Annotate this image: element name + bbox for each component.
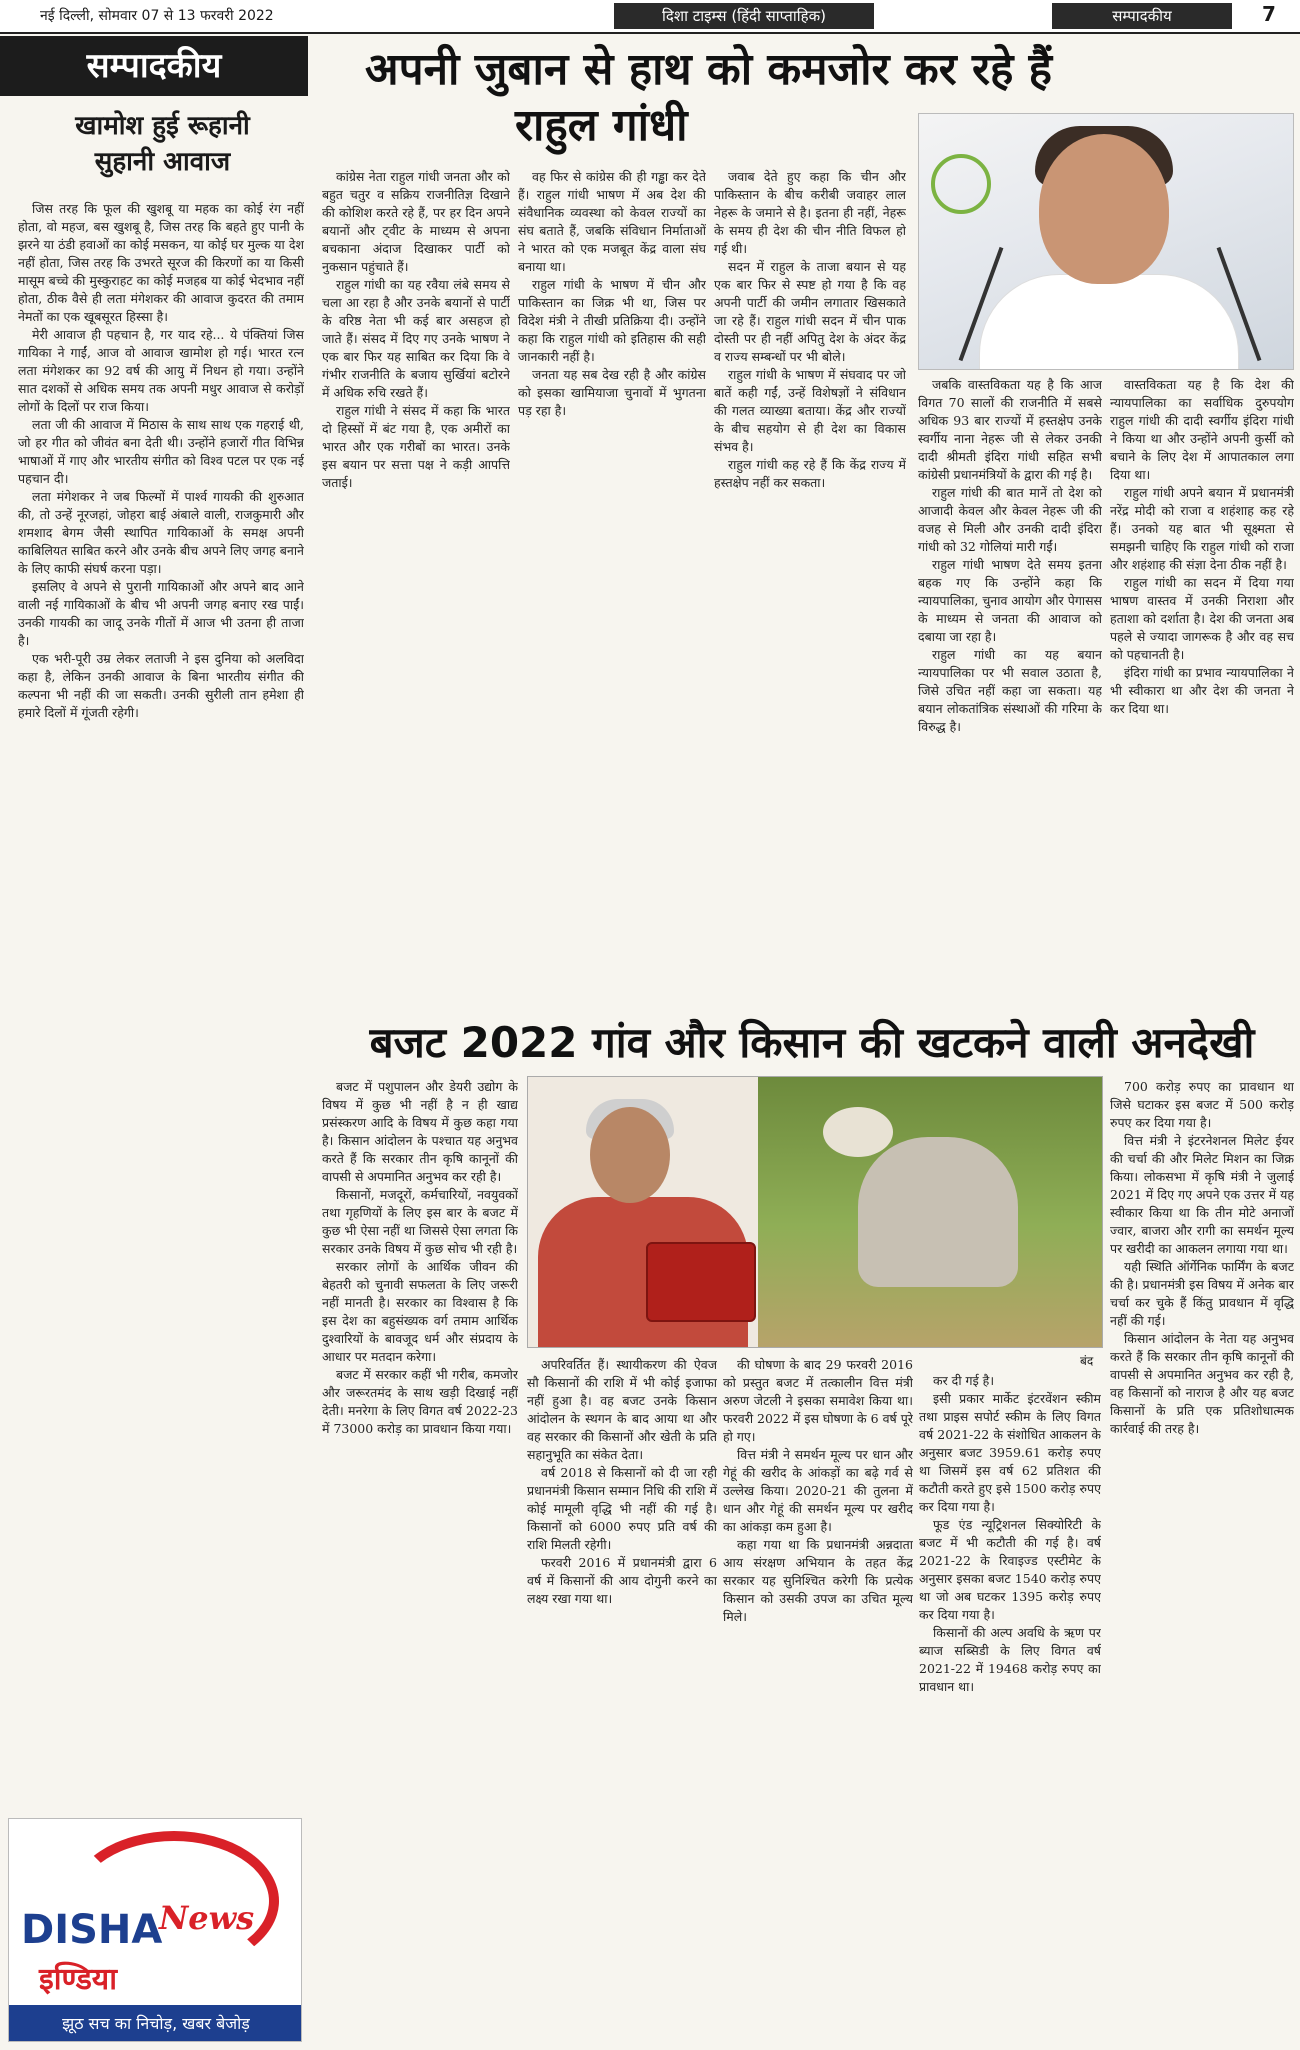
paragraph: अपरिवर्तित हैं। स्थायीकरण की ऐवज सौ किसानों की राशि में भी कोई इजाफा नहीं हुआ है। वह बजट उनके किसान आंदोलन के स्थगन के बाद आया था और वह सरकार की किसानों और खेती के प्रति सहानुभूति का संकेत देता।	[527, 1357, 717, 1462]
logo-tagline: झूठ सच का निचोड़, खबर बेजोड़	[9, 2005, 302, 2042]
logo-india-text: इण्डिया	[39, 1962, 117, 1997]
paragraph: सदन में राहुल के ताजा बयान से यह एक बार फिर से स्पष्ट हो गया है कि वह अपनी पार्टी की जमीन लगातार खिसकाते जा रहे हैं। राहुल गांधी सदन में चीन पाक दोस्ती पर ही नहीं अपितु देश के अंदर केंद्र व राज्य सम्बन्धों पर भी बोले।	[714, 259, 906, 364]
paragraph: वास्तविकता यह है कि देश की न्यायपालिका का सर्वाधिक दुरुपयोग राहुल गांधी की दादी स्वर्गीय इंदिरा गांधी ने किया था और उन्होंने अपनी कुर्सी को बचाने के लिए देश में आपातकाल लगा दिया था।	[1110, 377, 1294, 482]
issue-date: नई दिल्ली, सोमवार 07 से 13 फरवरी 2022	[40, 8, 274, 24]
paragraph: राहुल गांधी का यह रवैया लंबे समय से चला आ रहा है और उनके बयानों से पार्टी के वरिष्ठ नेता भी कई बार असहज हो जाते हैं। संसद में दिए गए उनके भाषण ने एक बार फिर यह साबित कर दिया कि वे गंभीर राजनीति के बजाय सुर्खियां बटोरने में अधिक रुचि रखते हैं।	[322, 277, 510, 400]
paragraph: फूड एंड न्यूट्रिशनल सिक्योरिटी के बजट में भी कटौती की गई है। वर्ष 2021-22 के रिवाइज्ड एस्टीमेट के अनुसार इसका बजट 1540 करोड़ रुपए था जो अब घटकर 1395 करोड़ रुपए कर दिया गया है।	[919, 1517, 1101, 1622]
paragraph: 700 करोड़ रुपए का प्रावधान था जिसे घटाकर इस बजट में 500 करोड़ रुपए कर दिया गया है।	[1110, 1079, 1294, 1130]
paragraph: की घोषणा के बाद 29 फरवरी 2016 को प्रस्तुत बजट में तत्कालीन वित्त मंत्री अरुण जेटली ने इसका समावेश किया था। फरवरी 2022 में इस घोषणा के 6 वर्ष पूरे हो गए।	[723, 1357, 913, 1444]
page-number: 7	[1262, 2, 1276, 26]
paragraph: जवाब देते हुए कहा कि चीन और पाकिस्तान के बीच करीबी जवाहर लाल नेहरू के जमाने से है। इतना ही नहीं, नेहरू के समय ही देश की चीन नीति विफल हो गई थी।	[714, 169, 906, 256]
budget-article-column-3	[723, 1356, 913, 2038]
editorial-label: सम्पादकीय	[0, 36, 308, 96]
paragraph: कांग्रेस नेता राहुल गांधी जनता और को बहुत चतुर व सक्रिय राजनीतिज्ञ दिखाने की कोशिश करते रहे हैं, पर हर दिन अपने बयानों और ट्वीट के माध्यम से अपना बचकाना अंदाज दिखाकर पार्टी को नुकसान पहुंचाते हैं।	[322, 169, 510, 274]
paragraph: जनता यह सब देख रही है और कांग्रेस को इसका खामियाजा चुनावों में भुगतना पड़ रहा है।	[518, 367, 706, 418]
paragraph: राहुल गांधी कह रहे हैं कि केंद्र राज्य में हस्तक्षेप नहीं कर सकता।	[714, 457, 906, 490]
party-logo-icon	[931, 154, 991, 214]
paragraph: किसानों, मजदूरों, कर्मचारियों, नवयुवकों तथा गृहणियों के लिए इस बार के बजट में कुछ भी ऐसा नहीं था जिससे ऐसा लगता कि सरकार उनके विषय में कुछ सोच भी रही है।	[322, 1187, 518, 1256]
paragraph: बजट में पशुपालन और डेयरी उद्योग के विषय में कुछ भी नहीं है न ही खाद्य प्रसंस्करण आदि के विषय में कुछ कहा गया है। किसान आंदोलन के पश्चात यह अनुभव करते हैं कि सरकार तीन कृषि कानूनों की वापसी से अपमानित अनुभव कर रही है।	[322, 1079, 518, 1184]
main-article-column-3	[714, 168, 906, 998]
paragraph: राहुल गांधी का सदन में दिया गया भाषण वास्तव में उनकी निराशा और हताशा को दर्शाता है। देश की जनता अब पहले से ज्यादा जागरूक है और वह सच को पहचानती है।	[1110, 575, 1294, 662]
left-article-headline	[20, 108, 305, 180]
paragraph: राहुल गांधी भाषण देते समय इतना बहक गए कि उन्होंने कहा कि न्यायपालिका, चुनाव आयोग और पेगासस के माध्यम से जनता की आवाज को दबाया जा रहा है।	[918, 557, 1102, 644]
rahul-gandhi-photo	[918, 113, 1294, 370]
paragraph: राहुल गांधी की बात मानें तो देश को आजादी केवल और केवल नेहरू जी की वजह से मिली और उनकी दादी इंदिरा गांधी को 32 गोलियां मारी गईं।	[918, 485, 1102, 554]
paragraph: इसलिए वे अपने से पुरानी गायिकाओं और अपने बाद आने वाली नई गायिकाओं के बीच भी अपनी जगह बनाए रख पाईं। उनकी गायकी का जादू उनके गीतों में आज भी उतना ही ताजा है।	[18, 579, 304, 648]
budget-article-column-4	[919, 1372, 1101, 2038]
photo-figure-face	[1039, 134, 1169, 284]
disha-news-logo	[8, 1818, 302, 2042]
budget-headline: बजट 2022 गांव और किसान की खटकने वाली अनदेखी	[369, 1018, 1255, 1067]
paragraph: बजट में सरकार कहीं भी गरीब, कमजोर और जरूरतमंद के साथ खड़ी दिखाई नहीं देती। मनरेगा के लिए विगत वर्ष 2022-23 में 73000 करोड़ का प्रावधान किया गया।	[322, 1367, 518, 1436]
budget-article-column-1	[322, 1078, 518, 2038]
budget-photo	[527, 1076, 1103, 1348]
paragraph: किसान आंदोलन के नेता यह अनुभव करते हैं कि सरकार तीन कृषि कानूनों की वापसी से अपमानित अनुभव कर रही है, वह किसानों को नाराज है और यह बजट किसानों के प्रति एक प्रतिशोधात्मक कार्रवाई की तरह है।	[1110, 1331, 1294, 1436]
paragraph: किसानों की अल्प अवधि के ऋण पर ब्याज सब्सिडी के लिए विगत वर्ष 2021-22 में 19468 करोड़ रुपए का प्रावधान था।	[919, 1625, 1101, 1694]
photo-figure-shirt	[979, 274, 1239, 370]
paragraph: राहुल गांधी के भाषण में संघवाद पर जो बातें कही गईं, उन्हें विशेषज्ञों ने संविधान की गलत व्याख्या बताया। केंद्र और राज्यों के बीच सहयोग से ही देश का विकास संभव है।	[714, 367, 906, 454]
left-headline-line1: खामोश हुई रूहानी	[75, 111, 250, 141]
paragraph: कर दी गई है।	[933, 1373, 995, 1388]
budget-article-column-2	[527, 1356, 717, 2038]
paragraph: राहुल गांधी ने संसद में कहा कि भारत दो हिस्सों में बंट गया है, एक अमीरों का भारत और एक गरीबों का भारत। उनके इस बयान पर सत्ता पक्ष ने कड़ी आपत्ति जताई।	[322, 403, 510, 490]
main-headline-line2: राहुल गांधी	[515, 100, 688, 151]
main-article-column-5	[1110, 376, 1294, 998]
main-headline-line1: अपनी जुबान से हाथ को कमजोर कर रहे हैं	[365, 44, 1053, 95]
main-article-column-1	[322, 168, 510, 998]
paragraph: कहा गया था कि प्रधानमंत्री अन्नदाता आय संरक्षण अभियान के तहत केंद्र सरकार यह सुनिश्चित करेगी कि प्रत्येक किसान को उसकी उपज का उचित मूल्य मिले।	[723, 1537, 913, 1624]
section-badge: सम्पादकीय	[1052, 3, 1232, 29]
paragraph: राहुल गांधी के भाषण में चीन और पाकिस्तान का जिक्र भी था, जिस पर विदेश मंत्री ने तीखी प्रतिक्रिया दी। उन्होंने कहा कि राहुल गांधी को इतिहास की सही जानकारी नहीं है।	[518, 277, 706, 364]
paragraph: जिस तरह कि फूल की खुशबू या महक का कोई रंग नहीं होता, वो महज, बस खुशबू है, जिस तरह कि बहते हुए पानी के झरने या ठंडी हवाओं का कोई मसकन, या कोई घर मुल्क या देश नहीं होता, जिस तरह कि उभरते सूरज की किरणों का या किसी मासूम बच्चे की मुस्कुराहट का कोई मजहब या कोई भेदभाव नहीं होता, ठीक वैसे ही लता मंगेशकर की आवाज कुदरत की तमाम नेमतों का एक खूबसूरत हिस्सा है।	[18, 201, 304, 324]
paragraph: वित्त मंत्री ने समर्थन मूल्य पर धान और गेहूं की खरीद के आंकड़ों का बढ़े गर्व से उल्लेख किया। 2020-21 की तुलना में धान और गेहूं की समर्थन मूल्य पर खरीद का आंकड़ा कम हुआ है।	[723, 1447, 913, 1534]
paragraph: एक भरी-पूरी उम्र लेकर लताजी ने इस दुनिया को अलविदा कहा है, लेकिन उनकी आवाज के बिना भारतीय संगीत की कल्पना भी नहीं की जा सकती। उनकी सुरीली तान हमेशा ही हमारे दिलों में गूंजती रहेगी।	[18, 651, 304, 720]
paragraph: वर्ष 2018 से किसानों को दी जा रही प्रधानमंत्री किसान सम्मान निधि की राशि में कोई मामूली वृद्धि भी नहीं की गई है। किसानों को 6000 रुपए प्रति वर्ष की राशि मिलती रहेगी।	[527, 1465, 717, 1552]
farmer-figure	[858, 1137, 1018, 1287]
budget-article-column-5	[1110, 1078, 1294, 2038]
paragraph: लता जी की आवाज में मिठास के साथ साथ एक गहराई थी, जो हर गीत को जीवंत बना देती थी। उन्होंने हजारों गीत विभिन्न भाषाओं में गाए और भारतीय संगीत को विश्व पटल पर एक नई पहचान दी।	[18, 417, 304, 486]
logo-news-text: News	[159, 1899, 255, 1937]
photo-figure-face	[590, 1107, 670, 1203]
paragraph: राहुल गांधी अपने बयान में प्रधानमंत्री नरेंद्र मोदी को राजा व शहंशाह कह रहे हैं। उनको यह बात भी सूक्ष्मता से समझनी चाहिए कि राहुल गांधी को राजा और शहंशाह की संज्ञा देना ठीक नहीं है।	[1110, 485, 1294, 572]
paragraph: वह फिर से कांग्रेस की ही गड्ढा कर देते हैं। राहुल गांधी भाषण में अब देश की संवैधानिक व्यवस्था को केवल राज्यों का संघ बताते हैं, जबकि संविधान निर्माताओं ने भारत को एक मजबूत केंद्र वाला संघ बनाया था।	[518, 169, 706, 274]
paragraph: राहुल गांधी का यह बयान न्यायपालिका पर भी सवाल उठाता है, जिसे उचित नहीं कहा जा सकता। यह बयान लोकतांत्रिक संस्थाओं की गरिमा के विरुद्ध है।	[918, 647, 1102, 734]
paragraph: जबकि वास्तविकता यह है कि आज विगत 70 सालों की राजनीति में सबसे अधिक 93 बार राज्यों में हस्तक्षेप उनके स्वर्गीय नाना नेहरू जी से लेकर उनकी दादी श्रीमती इंदिरा गांधी सहित सभी कांग्रेसी प्रधानमंत्रियों के द्वारा की गई है।	[918, 377, 1102, 482]
paragraph: लता मंगेशकर ने जब फिल्मों में पार्श्व गायकी की शुरुआत की, तो उन्हें नूरजहां, जोहरा बाई अंबाले वाली, राजकुमारी और शमशाद बेगम जैसी स्थापित गायिकाओं के समक्ष अपनी काबिलियत साबित करने और उनके बीच अपने लिए जगह बनाने के लिए काफी संघर्ष करना पड़ा।	[18, 489, 304, 576]
main-article-column-4	[918, 376, 1102, 998]
paragraph: सरकार लोगों के आर्थिक जीवन की बेहतरी को चुनावी सफलता के लिए जरूरी नहीं मानती है। सरकार का विश्वास है कि इस देश का बहुसंख्यक वर्ग तमाम आर्थिक दुश्वारियों के बावजूद धर्म और संप्रदाय के आधार पर मतदान करेगा।	[322, 1259, 518, 1364]
paragraph: फरवरी 2016 में प्रधानमंत्री द्वारा 6 वर्ष में किसानों की आय दोगुनी करने का लक्ष्य रखा गया था।	[527, 1555, 717, 1606]
paragraph: इंदिरा गांधी का प्रभाव न्यायपालिका ने भी स्वीकारा था और देश की जनता ने कर दिया था।	[1110, 665, 1294, 716]
page-header-bar	[0, 0, 1300, 34]
paragraph: मेरी आवाज ही पहचान है, गर याद रहे... ये पंक्तियां जिस गायिका ने गाईं, आज वो आवाज खामोश हो गई। भारत रत्न लता मंगेशकर का 92 वर्ष की आयु में निधन हो गया। उन्होंने सात दशकों से अधिक समय तक अपनी मधुर आवाज से करोड़ों लोगों के दिलों पर राज किया।	[18, 327, 304, 414]
budget-pouch-icon	[646, 1242, 756, 1322]
paragraph: यही स्थिति ऑर्गेनिक फार्मिंग के बजट की है। प्रधानमंत्री इस विषय में अनेक बार चर्चा कर चुके हैं किंतु प्रावधान में वृद्धि नहीं की गई।	[1110, 1259, 1294, 1328]
left-headline-line2: सुहानी आवाज	[94, 147, 231, 177]
main-article-column-2	[518, 168, 706, 998]
photo-caption: बंद	[1080, 1354, 1094, 1368]
logo-disha-text: DISHA	[21, 1907, 163, 1953]
paragraph: इसी प्रकार मार्केट इंटरवेंशन स्कीम तथा प्राइस सपोर्ट स्कीम के लिए विगत वर्ष 2021-22 के संशोधित आकलन के अनुसार बजट 3959.61 करोड़ रुपए था जिसमें इस वर्ष 62 प्रतिशत की कटौती करते हुए इसे 1500 करोड़ रुपए कर दिया गया है।	[919, 1391, 1101, 1514]
left-article-column	[18, 200, 304, 1810]
farmer-turban	[823, 1107, 893, 1157]
paragraph: वित्त मंत्री ने इंटरनेशनल मिलेट ईयर की चर्चा की और मिलेट मिशन का जिक्र किया। लोकसभा में कृषि मंत्री ने जुलाई 2021 में दिए गए अपने एक उत्तर में यह स्वीकार किया था कि तीन मोटे अनाजों ज्वार, बाजरा और रागी का समर्थन मूल्य पर खरीदी का आकलन लगाया गया था।	[1110, 1133, 1294, 1256]
paper-name-badge: दिशा टाइम्स (हिंदी साप्ताहिक)	[614, 3, 874, 29]
